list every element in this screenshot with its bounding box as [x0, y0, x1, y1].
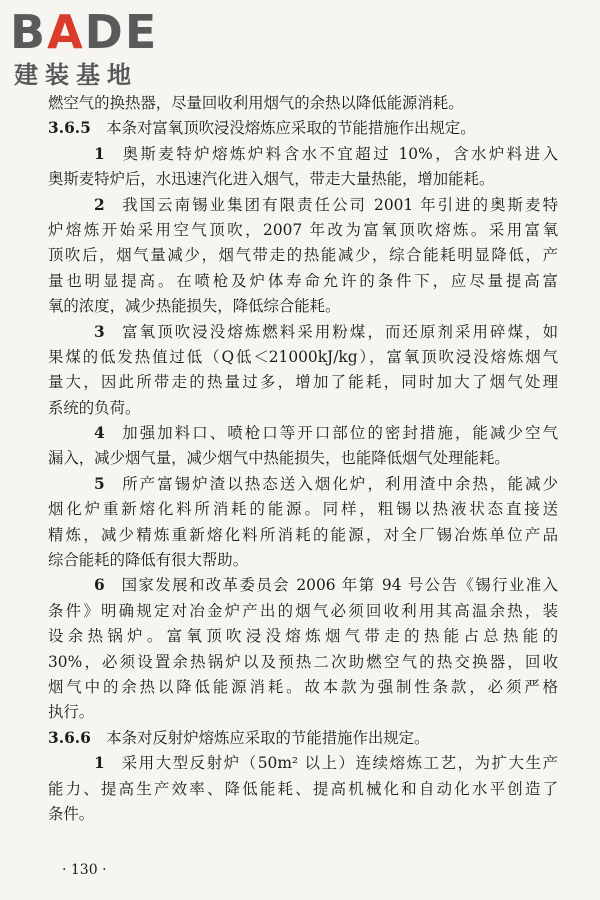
line-text: 烟化炉重新熔化料所消耗的能源。同样，粗锡以热液状态直接送 — [48, 500, 558, 519]
paragraph-line — [48, 320, 558, 345]
paragraph-line — [48, 650, 558, 675]
line-text: 本条对富氧顶吹浸没熔炼应采取的节能措施作出规定。 — [106, 119, 476, 138]
line-text: 炉熔炼开始采用空气顶吹，2007 年改为富氧顶吹熔炼。采用富氧 — [48, 220, 558, 239]
paragraph-line — [48, 573, 558, 598]
paragraph-line — [48, 396, 558, 421]
line-text: 富氧顶吹浸没熔炼燃料采用粉煤，而还原剂采用碎煤，如 — [120, 322, 558, 341]
line-text: 条件》明确规定对冶金炉产出的烟气必须回收利用其高温余热，装 — [48, 601, 558, 620]
line-text: 执行。 — [48, 703, 95, 722]
paragraph-line — [48, 142, 558, 167]
paragraph-line — [48, 523, 558, 548]
line-text: 氧的浓度，减少热能损失，降低综合能耗。 — [48, 297, 341, 316]
line-text: 我国云南锡业集团有限责任公司 2001 年引进的奥斯麦特 — [120, 195, 558, 214]
paragraph-line — [48, 269, 558, 294]
item-number: 6 — [94, 576, 105, 595]
bade-logo — [8, 4, 178, 90]
paragraph-line — [48, 497, 558, 522]
line-text: 所产富锡炉渣以热态送入烟化炉，利用渣中余热，能减少 — [120, 474, 558, 493]
paragraph-line — [48, 193, 558, 218]
paragraph-line — [48, 421, 558, 446]
line-text: 采用大型反射炉（50m² 以上）连续熔炼工艺，为扩大生产 — [120, 754, 558, 773]
item-number: 5 — [94, 474, 105, 493]
line-text: 能力、提高生产效率、降低能耗、提高机械化和自动化水平创造了 — [48, 779, 558, 798]
line-text: 设余热锅炉。富氧顶吹浸没熔炼烟气带走的热能占总热能的 — [48, 627, 558, 646]
line-text: 漏入，减少烟气量，减少烟气中热能损失，也能降低烟气处理能耗。 — [48, 449, 510, 468]
paragraph-line — [48, 675, 558, 700]
line-text: 果煤的低发热值过低（Q低＜21000kJ/kg），富氧顶吹浸没熔炼烟气 — [48, 347, 558, 366]
logo-brand-sub: 建装基地 — [14, 61, 138, 89]
section-number: 3.6.6 — [48, 728, 91, 747]
line-text: 本条对反射炉熔炼应采取的节能措施作出规定。 — [106, 728, 430, 747]
paragraph-line — [48, 777, 558, 802]
item-number: 1 — [94, 144, 105, 163]
paragraph-line — [48, 370, 558, 395]
page-number: · 130 · — [62, 862, 107, 878]
logo-brand-main: BADE — [10, 5, 159, 59]
item-number: 2 — [94, 195, 105, 214]
paragraph-line — [48, 624, 558, 649]
line-text: 奥斯麦特炉熔炼炉料含水不宜超过 10%，含水炉料进入 — [120, 144, 558, 163]
line-text: 加强加料口、喷枪口等开口部位的密封措施，能减少空气 — [120, 424, 558, 443]
paragraph-line — [48, 548, 558, 573]
paragraph-line — [48, 802, 558, 827]
line-text: 顶吹后，烟气量减少，烟气带走的热能减少，综合能耗明显降低，产 — [48, 246, 558, 265]
line-text: 条件。 — [48, 804, 95, 823]
line-text: 30%，必须设置余热锅炉以及预热二次助燃空气的热交换器，回收 — [48, 652, 558, 671]
line-text: 烟气中的余热以降低能源消耗。故本款为强制性条款，必须严格 — [48, 677, 558, 696]
item-number: 3 — [94, 322, 105, 341]
paragraph-line — [48, 167, 558, 192]
paragraph-line — [48, 218, 558, 243]
line-text: 燃空气的换热器，尽量回收利用烟气的余热以降低能源消耗。 — [48, 94, 464, 112]
document-body — [48, 91, 558, 827]
line-text: 量也明显提高。在喷枪及炉体寿命允许的条件下，应尽量提高富 — [48, 271, 558, 290]
section-number: 3.6.5 — [48, 119, 91, 138]
line-text: 国家发展和改革委员会 2006 年第 94 号公告《锡行业准入 — [120, 576, 558, 595]
paragraph-line — [48, 116, 558, 141]
paragraph-line — [48, 294, 558, 319]
paragraph-line — [48, 726, 558, 751]
paragraph-line — [48, 243, 558, 268]
line-text: 量大，因此所带走的热量过多，增加了能耗，同时加大了烟气处理 — [48, 373, 558, 392]
line-text: 综合能耗的降低有很大帮助。 — [48, 551, 249, 570]
paragraph-line — [48, 91, 558, 116]
paragraph-line — [48, 599, 558, 624]
item-number: 1 — [94, 754, 105, 773]
paragraph-line — [48, 345, 558, 370]
paragraph-line — [48, 751, 558, 776]
paragraph-line — [48, 446, 558, 471]
item-number: 4 — [94, 424, 105, 443]
paragraph-line — [48, 472, 558, 497]
line-text: 系统的负荷。 — [48, 398, 141, 417]
line-text: 奥斯麦特炉后，水迅速汽化进入烟气，带走大量热能，增加能耗。 — [48, 170, 495, 189]
line-text: 精炼，减少精炼重新熔化料所消耗的能源，对全厂锡冶炼单位产品 — [48, 525, 558, 544]
paragraph-line — [48, 700, 558, 725]
